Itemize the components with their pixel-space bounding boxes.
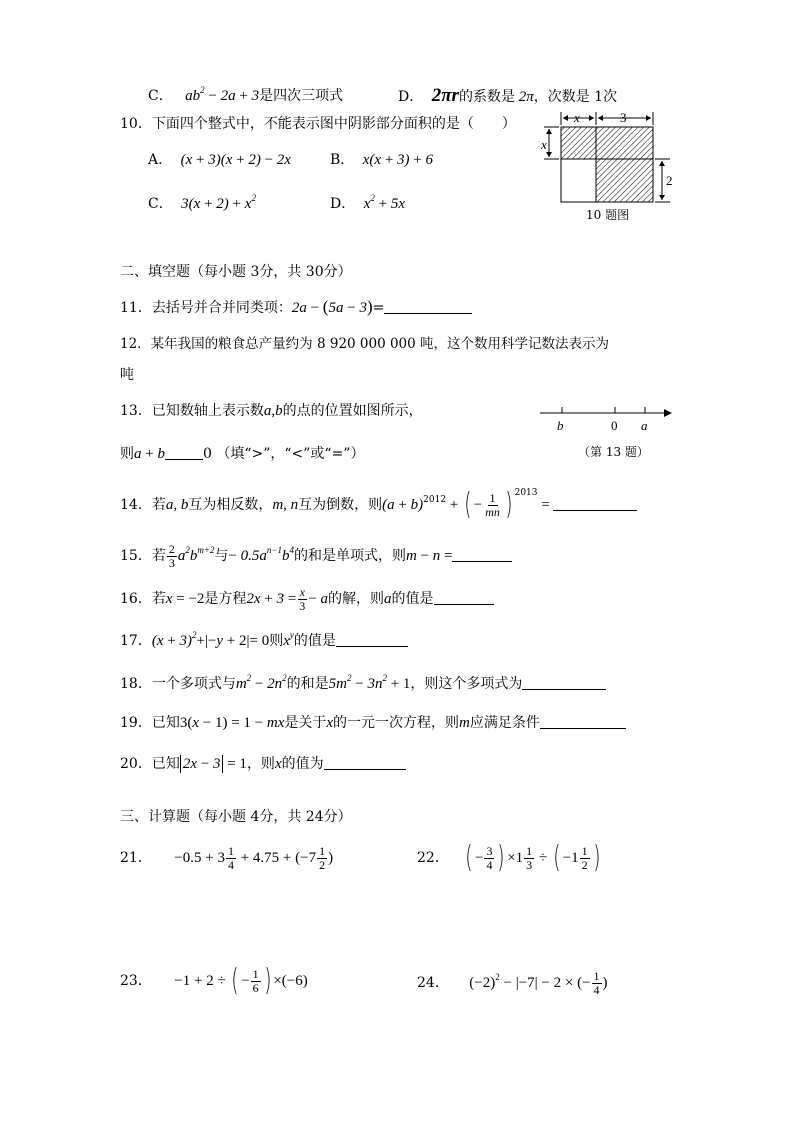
q17-answer-blank[interactable] — [336, 632, 408, 647]
q15: 15．若 $\frac{2}{3}$ $a^2b^{m+2}$与− $0.5a^{n-1}b^4$的和是单项式，则m − n = — [120, 541, 512, 571]
q15-answer-blank[interactable] — [452, 547, 512, 562]
fig-label-top-3: 3 — [620, 110, 627, 125]
q11-answer-blank[interactable] — [384, 299, 472, 314]
q23: 23． −1 + 2 ÷ ( − $\frac{1}{6}$ ) ×(−6) — [120, 963, 308, 998]
q13-number-line — [538, 402, 678, 434]
section2-title: 二、填空题（每小题 3分，共 30分） — [120, 264, 352, 280]
q10-option-d: D． $x^2 + 5x$ — [330, 193, 405, 212]
shaded-top-right — [596, 127, 653, 159]
q24: 24． $(-2)^2 - |-7| - 2$ × (− $\frac{1}{4}$ ) — [417, 968, 608, 997]
q13-caption: （第 13 题） — [578, 445, 649, 459]
q21: 21． −0.5 + 3 $\frac{1}{4}$ + 4.75 + (−7 $\frac{1}{2}$ ) — [120, 843, 334, 872]
shaded-top-left — [561, 127, 596, 159]
q13-line2: 则a + b 0 （填“>”，“<”或“=”） — [120, 446, 365, 462]
q18-answer-blank[interactable] — [522, 675, 606, 690]
q16: 16．若x = −2是方程2x + 3 = $\frac{x}{3}$ − a的解，则a的值是 — [120, 584, 494, 614]
q9-option-c: C． $ab^2 - 2a + 3$是四次三项式 — [148, 85, 344, 104]
fig-label-top-x: x — [574, 110, 580, 125]
q22: 22． ( − $\frac{3}{4}$ ) ×1 $\frac{1}{3}$ ÷ ( −1 $\frac{1}{2}$ ) — [417, 840, 600, 875]
q14: 14．若a, b互为相反数，m, n互为倒数，则$(a + b)^{2012}$ + ( − $\frac{1}{mn}$ ) $^{2013}$ = — [120, 490, 637, 520]
q14-answer-blank[interactable] — [553, 496, 637, 511]
number-line-b: b — [557, 418, 564, 433]
number-line-zero: 0 — [611, 418, 618, 433]
q19-answer-blank[interactable] — [540, 714, 626, 729]
q17: 17．$(x + 3)^2+|-y + 2|= 0$则$x^y$的值是 — [120, 632, 408, 650]
q11: 11．去括号并合并同类项：2a − (5a − 3)= — [120, 298, 472, 317]
q10-area-figure — [538, 108, 678, 218]
section3-title: 三、计算题（每小题 4分，共 24分） — [120, 809, 352, 825]
fig-label-right-2: 2 — [666, 173, 673, 188]
number-line-arrow-icon — [664, 409, 672, 417]
q13-line1: 13．已知数轴上表示数a,b的点的位置如图所示， — [120, 403, 423, 419]
number-line-a: a — [641, 418, 648, 433]
q13-answer-blank[interactable] — [165, 445, 203, 460]
q9-option-d: D． 2πr的系数是 2π，次数是 1次 — [398, 85, 618, 106]
q10-option-c: C． $3(x + 2) + x^2$ — [148, 193, 256, 212]
q10-option-b: B． x(x + 3) + 6 — [330, 152, 433, 168]
q16-answer-blank[interactable] — [434, 590, 494, 605]
q12-line1: 12．某年我国的粮食总产量约为 8 920 000 000 吨，这个数用科学记数法表示为 — [120, 336, 610, 352]
fig-label-left-x: x — [541, 137, 547, 152]
q19: 19．已知3(x − 1) = 1 − mx是关于x的一元一次方程，则m应满足条件 — [120, 714, 626, 732]
q20: 20．已知 2x − 3 = 1，则x的值为 — [120, 755, 406, 773]
q20-answer-blank[interactable] — [324, 755, 406, 770]
q18: 18．一个多项式与$m^2 - 2n^2$的和是$5m^2 - 3n^2 + 1$，则这个多项式为 — [120, 675, 606, 693]
q10-stem: 10．下面四个整式中，不能表示图中阴影部分面积的是（ ） — [120, 116, 516, 132]
q10-figure-caption: 10 题图 — [586, 208, 630, 222]
shaded-bottom-right — [596, 159, 653, 202]
q10-option-a: A． (x + 3)(x + 2) − 2x — [148, 152, 291, 168]
q12-line2: 吨 — [120, 367, 134, 383]
